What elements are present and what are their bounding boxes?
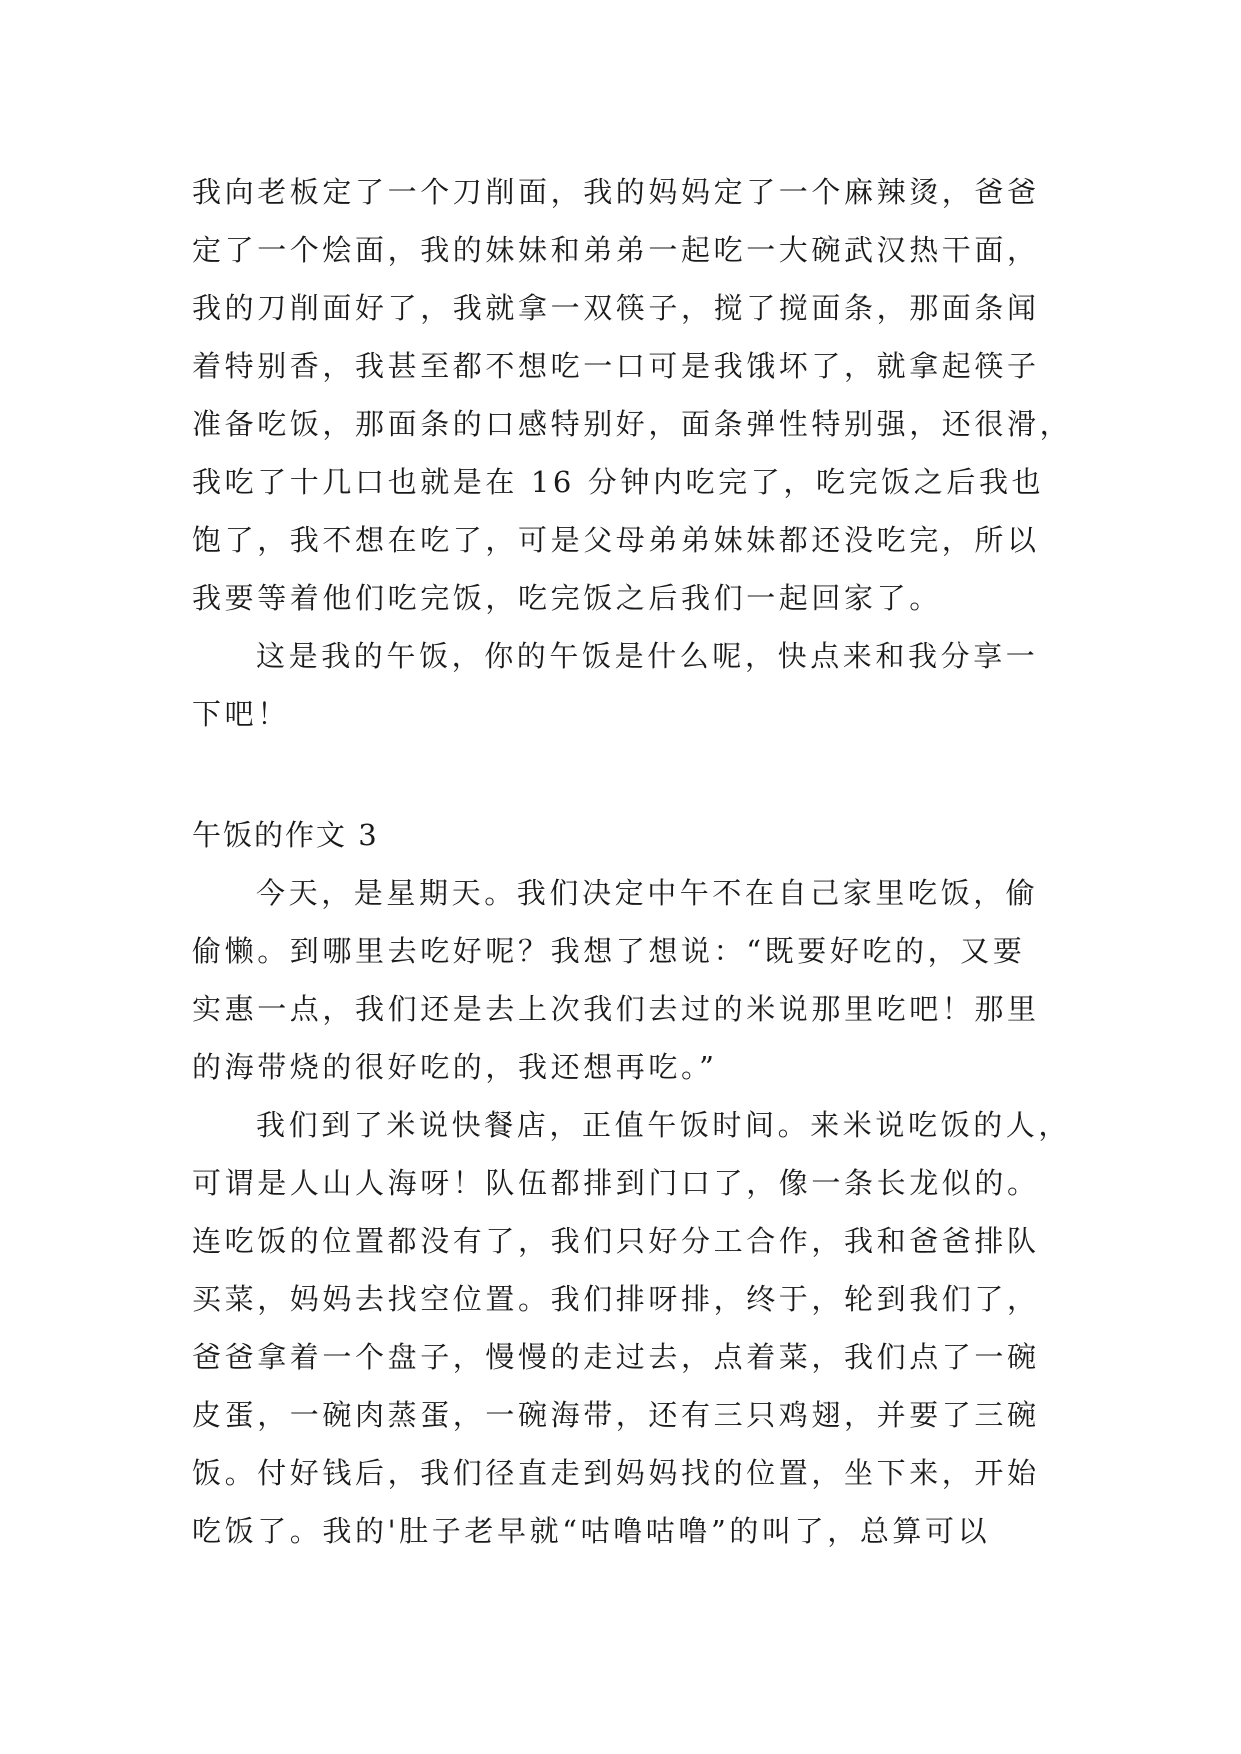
text-line: 我吃了十几口也就是在 16 分钟内吃完了，吃完饭之后我也 <box>192 465 1045 499</box>
section-heading: 午饭的作文 3 <box>192 818 379 852</box>
text-line: 爸爸拿着一个盘子，慢慢的走过去，点着菜，我们点了一碗 <box>192 1340 1040 1374</box>
text-line: 实惠一点，我们还是去上次我们去过的米说那里吃吧！那里 <box>192 992 1040 1026</box>
text-line: 偷懒。到哪里去吃好呢？我想了想说：“既要好吃的，又要 <box>192 934 1026 968</box>
text-line: 可谓是人山人海呀！队伍都排到门口了，像一条长龙似的。 <box>192 1166 1040 1200</box>
text-line: 我向老板定了一个刀削面，我的妈妈定了一个麻辣烫，爸爸 <box>192 175 1040 209</box>
paragraph-start-line: 我们到了米说快餐店，正值午饭时间。来米说吃饭的人， <box>256 1108 1072 1142</box>
paragraph-start-line: 今天，是星期天。我们决定中午不在自己家里吃饭，偷 <box>256 876 1039 910</box>
text-line: 买菜，妈妈去找空位置。我们排呀排，终于，轮到我们了， <box>192 1282 1040 1316</box>
text-line: 连吃饭的位置都没有了，我们只好分工合作，我和爸爸排队 <box>192 1224 1040 1258</box>
text-block-top <box>192 163 1072 743</box>
paragraph-start-line: 这是我的午饭，你的午饭是什么呢，快点来和我分享一 <box>256 639 1039 673</box>
text-line: 我要等着他们吃完饭，吃完饭之后我们一起回家了。 <box>192 581 942 615</box>
text-block-bottom <box>192 806 1072 1560</box>
text-line: 皮蛋，一碗肉蒸蛋，一碗海带，还有三只鸡翅，并要了三碗 <box>192 1398 1040 1432</box>
text-line: 准备吃饭，那面条的口感特别好，面条弹性特别强，还很滑， <box>192 407 1073 441</box>
text-line: 吃饭了。我的'肚子老早就“咕噜咕噜”的叫了，总算可以 <box>192 1514 991 1548</box>
text-line: 我的刀削面好了，我就拿一双筷子，搅了搅面条，那面条闻 <box>192 291 1040 325</box>
text-line: 下吧！ <box>192 697 290 731</box>
text-line: 的海带烧的很好吃的，我还想再吃。” <box>192 1050 718 1084</box>
text-line: 饭。付好钱后，我们径直走到妈妈找的位置，坐下来，开始 <box>192 1456 1040 1490</box>
text-line: 着特别香，我甚至都不想吃一口可是我饿坏了，就拿起筷子 <box>192 349 1040 383</box>
text-line: 饱了，我不想在吃了，可是父母弟弟妹妹都还没吃完，所以 <box>192 523 1040 557</box>
text-line: 定了一个烩面，我的妹妹和弟弟一起吃一大碗武汉热干面， <box>192 233 1040 267</box>
